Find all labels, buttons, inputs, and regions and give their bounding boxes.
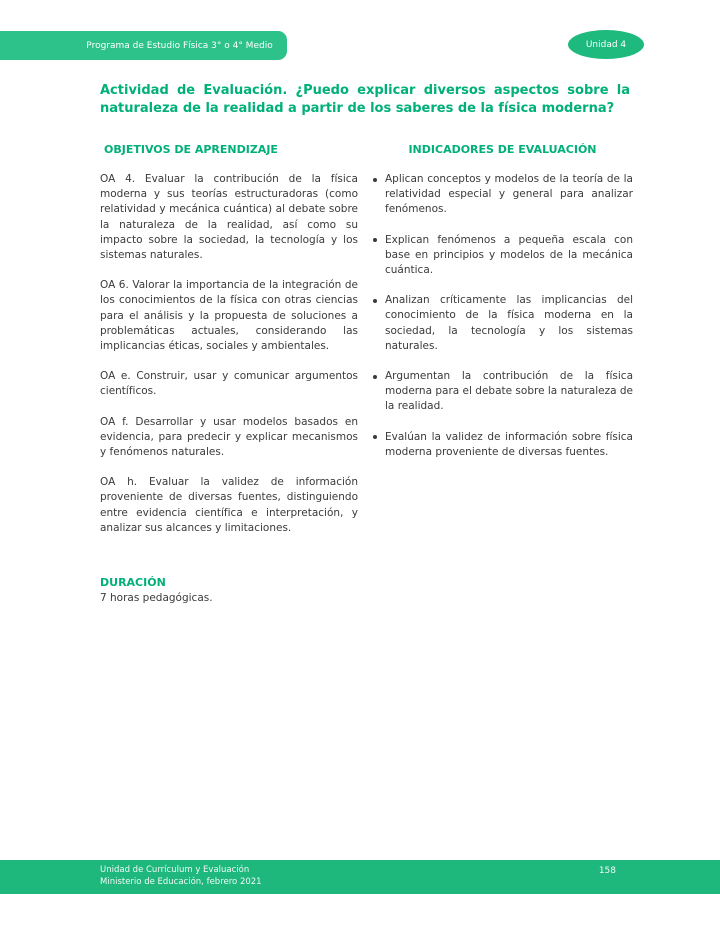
objectives-column	[100, 143, 358, 551]
indicator-text: Evalúan la validez de información sobre física moderna proveniente de diversas fuentes.	[385, 430, 633, 458]
objective-paragraph: OA e. Construir, usar y comunicar argumentos científicos.	[100, 370, 358, 398]
footer-unit: Unidad de Currículum y Evaluación	[100, 865, 250, 875]
page-number: 158	[598, 866, 616, 876]
duration-value: 7 horas pedagógicas.	[100, 592, 213, 604]
indicator-text: Argumentan la contribución de la física moderna para el debate sobre la naturaleza de la realidad.	[385, 370, 633, 413]
bullet-icon	[373, 178, 377, 182]
page-footer	[0, 860, 720, 894]
indicators-column	[372, 143, 633, 475]
indicator-item	[372, 172, 633, 218]
unit-label: Unidad 4	[585, 39, 627, 50]
duration-section	[100, 576, 358, 606]
indicator-item	[372, 293, 633, 354]
bullet-icon	[373, 375, 377, 379]
duration-heading: DURACIÓN	[100, 576, 166, 589]
objective-paragraph: OA 6. Valorar la importancia de la integración de los conocimientos de la física con otras ciencias para el análisis y la propuesta de soluciones a problemáticas actuales, considerando las implicancias éticas, sociales y ambientales.	[100, 279, 358, 353]
activity-title: Actividad de Evaluación. ¿Puedo explicar diversos aspectos sobre la naturaleza de la realidad a partir de los saberes de la física moderna?	[100, 83, 630, 116]
objective-paragraph: OA h. Evaluar la validez de información proveniente de diversas fuentes, distinguiendo entre evidencia científica e interpretación, y analizar sus alcances y limitaciones.	[100, 476, 358, 534]
indicators-heading: INDICADORES DE EVALUACIÓN	[408, 143, 597, 156]
objective-paragraph: OA f. Desarrollar y usar modelos basados en evidencia, para predecir y explicar mecanismos y fenómenos naturales.	[100, 415, 358, 459]
footer-ministry: Ministerio de Educación, febrero 2021	[100, 876, 262, 887]
indicator-item	[372, 233, 633, 279]
indicator-text: Analizan críticamente las implicancias del conocimiento de la física moderna en la sociedad, la tecnología y los sistemas naturales.	[385, 294, 633, 352]
indicator-item	[372, 430, 633, 460]
indicator-text: Explican fenómenos a pequeña escala con base en principios y modelos de la mecánica cuántica.	[385, 233, 633, 277]
objectives-heading: OBJETIVOS DE APRENDIZAJE	[104, 143, 278, 156]
program-header-pill	[0, 31, 287, 60]
footer-credits	[100, 865, 262, 888]
indicator-item	[372, 369, 633, 415]
unit-badge	[568, 30, 644, 59]
bullet-icon	[373, 435, 377, 439]
program-title: Programa de Estudio Física 3° o 4° Medio	[86, 40, 273, 51]
objective-paragraph: OA 4. Evaluar la contribución de la física moderna y sus teorías estructuradoras (como relatividad y mecánica cuántica) al debate sobre la naturaleza de la realidad, así como su impacto sobre la sociedad, la tecnología y los sistemas naturales.	[100, 173, 358, 262]
bullet-icon	[373, 299, 377, 303]
bullet-icon	[373, 238, 377, 242]
indicator-text: Aplican conceptos y modelos de la teoría de la relatividad especial y general para analizar fenómenos.	[385, 173, 633, 216]
